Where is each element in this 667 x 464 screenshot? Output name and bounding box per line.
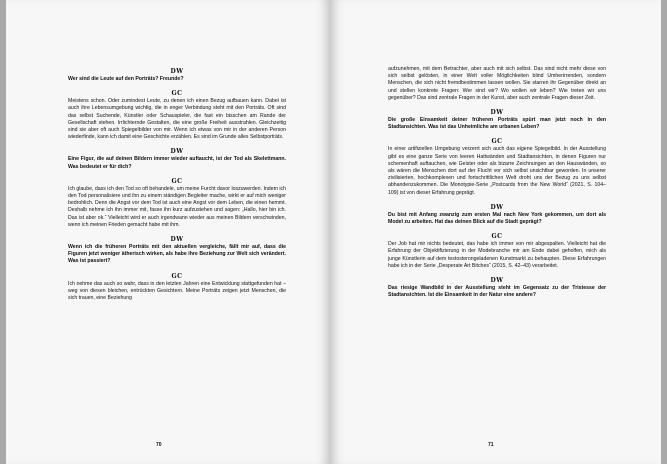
question-block — [388, 204, 606, 226]
answer-text: Meistens schon. Oder zumindest Leute, zu denen ich einen Bezug aufbauen kann. Dabei ist auch ihre Lebensumgebung wichtig, die in enger Verbindung steht mit den Porträts. Oft sind das selbst Suchende, Künstler oder Schauspieler, die fast ein bisschen am Rande der Gesellschaft stehen. Irrlichternde Gestalten, die eine große Freiheit ausstrahlen. Gleichzeitig sind sie aber oft auch Spiegelbilder von mir. Wenn ich etwas von mir in der anderen Person wiederfinde, kann ich damit eine Geschichte erzählen. Es sind im Grunde alles Selbstporträts. — [68, 98, 286, 141]
question-block — [68, 236, 286, 266]
answer-block — [68, 178, 286, 229]
question-block — [68, 68, 286, 83]
page-number-left: 70 — [156, 442, 162, 448]
answer-block — [68, 90, 286, 141]
answer-block — [388, 138, 606, 196]
answer-text: Ich glaube, dass ich den Tod so oft behandele, um meine Furcht davor loszuwerden. Indem ich den Tod personalisiere und ihn zu einem ständigen Begleiter mache, wirkt er auf mich weniger bedrohlich. Denn die Angst vor dem Tod ist auch eine Angst vor dem Leben, die einen hemmt. Deshalb nehme ich ihn immer mit, fasse ihn kurz aufzustehen und sagen: „Hallo, hier bin ich. Das ist aber ok.“ Vielleicht wird er auch irgendwann wieder aus meinen Bildern verschwinden, wenn ich meinen Frieden gemacht habe mit ihm. — [68, 185, 286, 228]
speaker-initials: GC — [171, 90, 183, 98]
left-page — [6, 0, 330, 464]
question-text: Wer sind die Leute auf den Porträts? Freunde? — [68, 76, 184, 82]
question-block — [388, 277, 606, 299]
answer-block — [68, 273, 286, 303]
question-text: Du bist mit Anfang zwanzig zum ersten Mal nach New York gekommen, um dort als Model zu arbeiten. Hat das deinen Blick auf die Stadt geprägt? — [388, 211, 606, 226]
answer-block — [388, 233, 606, 270]
answer-text: aufzunehmen, mit dem Betrachter, aber auch mit sich selbst. Das sind nicht mehr diese von sich selbst gelösten, in einer Welt voller Möglichkeiten blind Umherirrenden, sondern Menschen, die sich nicht fremdbestimmen lassen wollen. Sie starren ihr Gegenüber direkt an und stellen konkrete Fragen: Wer sind wir? Wo wollen wir leben? Wie treten wir uns gegenüber? Das sind zentrale Fragen in der Kunst, aber auch zentrale Fragen dieser Zeit. — [388, 66, 606, 101]
right-page — [330, 0, 661, 464]
book-spread — [6, 0, 661, 464]
left-text-column — [68, 68, 286, 309]
question-text: Wenn ich die früheren Porträts mit den aktuellen vergleiche, fällt mir auf, dass die Figuren jetzt weniger ätherisch wirken, als habe ihre Beziehung zur Welt sich verändert. Was ist passiert? — [68, 244, 286, 265]
speaker-initials: DW — [490, 203, 504, 211]
speaker-initials: DW — [170, 236, 184, 244]
question-text: Eine Figur, die auf deinen Bildern immer wieder auftaucht, ist der Tod als Skelettmann. Was bedeutet er für dich? — [68, 156, 286, 170]
speaker-initials: DW — [170, 148, 184, 156]
question-text: Das riesige Wandbild in der Ausstellung steht im Gegensatz zu der Tristesse der Stadtansichten. Ist die Einsamkeit in der Natur eine andere? — [388, 285, 606, 299]
speaker-initials: DW — [170, 68, 184, 75]
answer-block — [388, 66, 606, 102]
question-block — [388, 109, 606, 131]
speaker-initials: DW — [490, 109, 504, 117]
question-text: Die große Einsamkeit deiner früheren Porträts spürt man jetzt noch in den Stadtansichten. Was ist das Unheimliche am urbanen Leben? — [388, 117, 606, 131]
answer-text: Der Job hat mir nichts bedeutet, das habe ich immer von mir abgespalten. Vielleicht hat die Erfahrung der Objektifizierung in der Modebranche mir am Ende dabei geholfen, mich als junge Künstlerin auf dem testosterongeladenen Kunstmarkt zu behaupten. Diese Erfahrungen habe ich in der Serie „Desperate Art Bitches“ (2015, S. 42–43) verarbeitet. — [388, 241, 606, 269]
speaker-initials: DW — [490, 277, 504, 285]
speaker-initials: GC — [171, 272, 183, 280]
speaker-initials: GC — [491, 138, 503, 146]
speaker-initials: GC — [491, 233, 503, 241]
answer-text: In einer artifiziellen Umgebung verzerrt sich auch das eigene Spiegelbild. In der Ausstellung gibt es eine ganze Serie von leeren Hattwänden und Stadtansichten, in denen Figuren nur schemenhaft auftauchen, wie Geister oder als bizarre Zeichnungen an den Hauswänden, so als wären die Menschen dort auf der Flucht vor sich selbst unsichtbar geworden. In unserer zivilisierten, hochkomplexen und fortschrittlichen Welt droht uns der Bezug zu uns selbst abhandenzukommen. Die Monotypie-Serie „Postcards from the New World“ (2021, S. 104–109) ist von dieser Erfahrung geprägt. — [388, 146, 606, 196]
page-number-right: 71 — [488, 442, 494, 448]
answer-text: Ich nehme das auch so wahr, dass in den letzten Jahren eine Entwicklung stattgefunden hat – weg von diesen bleichen, entrückten Gesichtern. Meine Porträts zeigen jetzt Menschen, die sich trauen, eine Beziehung — [68, 280, 286, 302]
right-text-column — [388, 66, 606, 306]
question-block — [68, 148, 286, 170]
speaker-initials: GC — [171, 177, 183, 185]
